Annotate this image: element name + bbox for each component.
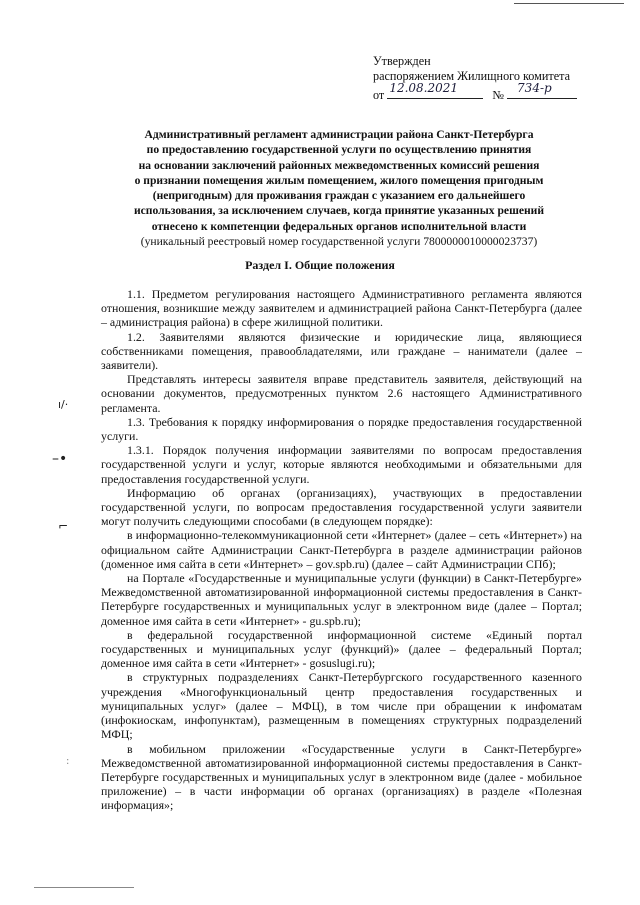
paragraph-internet: в информационно-телекоммуникационной сети «Интернет» (далее – сеть «Интернет») на официальном сайте Администрации Санкт-Петербурга в разделе администрации районов (доменное имя сайта в сети «Интернет» – gov.spb.ru) (далее – сайт Администрации СПб);: [101, 528, 582, 571]
margin-mark-3: ⌐: [58, 519, 69, 533]
title-line: отнесено к компетенции федеральных органов исполнительной власти: [151, 219, 527, 233]
paragraph-mfc: в структурных подразделениях Санкт-Петербургского государственного казенного учреждения «Многофункциональный центр предоставления государственных и муниципальных услуг» (далее – МФЦ), в том числе при обращении к инфоматам (инфокиоскам, инфопунктам), размещенным в помещениях структурных подразделений МФЦ;: [101, 670, 582, 742]
paragraph-1-3-1: 1.3.1. Порядок получения информации заявителями по вопросам предоставления государственной услуги и услуг, которые являются необходимыми и обязательными для предоставления государственной услуги.: [101, 443, 582, 486]
section-heading: Раздел I. Общие положения: [245, 258, 395, 272]
title-line: по предоставлению государственной услуги по осуществлению принятия: [146, 143, 532, 157]
approval-line-2: распоряжением Жилищного комитета: [373, 69, 571, 83]
document-body: [101, 287, 582, 813]
paragraph-1-3: 1.3. Требования к порядку информирования о порядке предоставления государственной услуги.: [101, 414, 582, 444]
number-label: №: [492, 88, 504, 102]
paragraph-mobile-app: в мобильном приложении «Государственные услуги в Санкт-Петербурге» Межведомственной автоматизированной информационной системы предоставления в Санкт-Петербурге государственных и муниципальных услуг в электронном виде (далее - мобильное приложение) – в части информации об органах (организациях) в разделе «Полезная информация»;: [101, 741, 582, 813]
paragraph-representative: Представлять интересы заявителя вправе представитель заявителя, действующий на основании документов, предусмотренных пунктом 2.6 настоящего Административного регламента.: [101, 372, 582, 415]
handwritten-date: 12.08.2021: [389, 81, 459, 95]
handwritten-number: 734-р: [517, 81, 552, 95]
paragraph-1-1: 1.1. Предметом регулирования настоящего Административного регламента являются отношения, возникшие между заявителем и администрацией района Санкт-Петербурга (далее – администрация района) в сфере жилищной политики.: [101, 287, 582, 330]
margin-mark-1: ı/·: [58, 398, 69, 411]
date-field: [387, 81, 483, 99]
title-line: Административный регламент администрации района Санкт-Петербурга: [144, 128, 534, 141]
paragraph-1-2: 1.2. Заявителями являются физические и юридические лица, являющиеся собственниками помещения, правообладателями, или граждане – наниматели (далее – заявители).: [101, 329, 582, 373]
registry-number: (уникальный реестровый номер государственной услуги 7800000010000023737): [140, 235, 538, 249]
approval-date-line: [373, 81, 577, 103]
paragraph-info-ways: Информацию об органах (организациях), участвующих в предоставлении государственной услуги, по вопросам предоставления государственной услуги заявители могут получить следующими способами (в следующем порядке):: [101, 485, 582, 529]
from-label: от: [373, 88, 385, 102]
title-line: на основании заключений районных межведомственных комиссий решения: [138, 158, 540, 172]
document-title: [100, 127, 578, 249]
top-scan-rule: [514, 3, 624, 4]
paragraph-portal: на Портале «Государственные и муниципальные услуги (функции) в Санкт-Петербурге» Межведомственной автоматизированной информационной системы предоставления в Санкт-Петербурге государственных и муниципальных услуг в электронном виде (далее – Портал; доменное имя сайта в сети «Интернет» - gu.spb.ru);: [101, 571, 582, 628]
bottom-scan-rule: [34, 887, 134, 888]
approval-block: [373, 54, 577, 103]
title-line: (непригодным) для проживания граждан с указанием его дальнейшего: [152, 189, 526, 203]
title-line: использования, за исключением случаев, когда принятие указанных решений: [133, 204, 545, 218]
margin-mark-2: –•: [52, 451, 68, 467]
title-line: о признании помещения жилым помещением, жилого помещения пригодным: [134, 173, 544, 187]
paragraph-federal-portal: в федеральной государственной информационной системе «Единый портал государственных и муниципальных услуг (функций)» (далее – федеральный Портал; доменное имя сайта в сети «Интернет» - gosuslugi.ru);: [101, 627, 582, 671]
number-field: [507, 81, 577, 99]
approval-line-1: Утвержден: [373, 54, 431, 68]
margin-mark-4: :: [66, 756, 70, 767]
